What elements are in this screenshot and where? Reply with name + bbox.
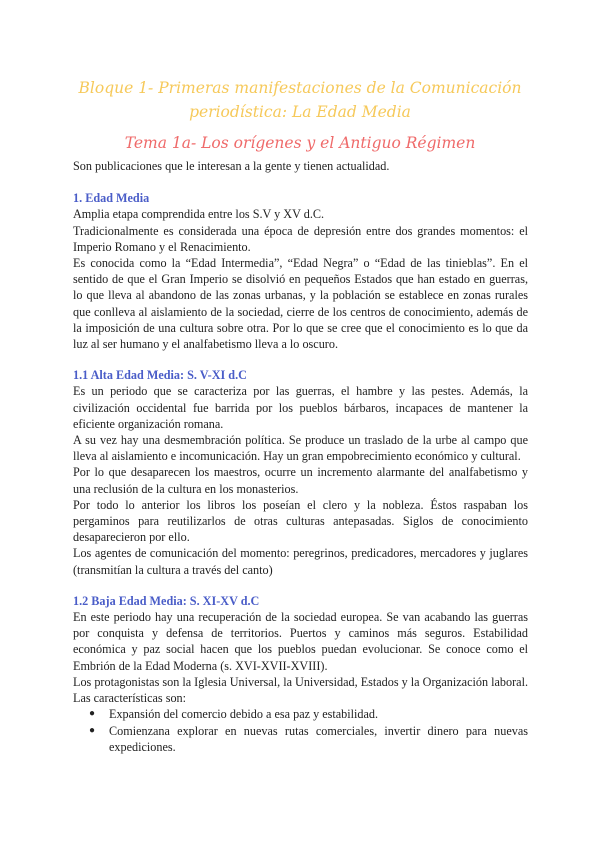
section-heading-baja-edad-media: 1.2 Baja Edad Media: S. XI-XV d.C	[73, 593, 260, 608]
paragraph: En este periodo hay una recuperación de la sociedad europea. Se van acabando las guerras por conquista y defensa de territorios. Puertos y caminos más seguros. Estabilidad económica y paz social hacen que los pueblos puedan evolucionar. Se conoce como el Embrión de la Edad Moderna (s. XVI-XVII-XVIII).	[73, 610, 528, 673]
paragraph: Es un periodo que se caracteriza por las guerras, el hambre y las pestes. Además, la civilización occidental fue barrida por los pueblos bárbaros, incapaces de mantener la eficiente organización romana.	[73, 384, 528, 431]
list-item-text: Expansión del comercio debido a esa paz y estabilidad.	[109, 707, 379, 722]
document-body	[73, 158, 528, 755]
paragraph: Es conocida como la “Edad Intermedia”, “Edad Negra” o “Edad de las tinieblas”. En el sentido de que el Gran Imperio se disolvió en pequeños Estados que han estado en guerras, lo que lleva al abandono de las zonas urbanas, y la población se establece en zonas rurales que conlleva al aislamiento de la sociedad, cierre de los centros de conocimiento, además de la imposición de una cultura sobre otra. Por lo que se cree que el conocimiento es lo que da luz al ser humano y el analfabetismo lleva a lo oscuro.	[73, 256, 528, 352]
paragraph: Los agentes de comunicación del momento: peregrinos, predicadores, mercadores y juglares (transmitían la cultura a través del canto)	[73, 546, 528, 577]
paragraph: Los protagonistas son la Iglesia Universal, la Universidad, Estados y la Organización laboral.	[73, 674, 528, 689]
section-heading-alta-edad-media: 1.1 Alta Edad Media: S. V-XI d.C	[73, 368, 247, 383]
intro-paragraph: Son publicaciones que le interesan a la gente y tienen actualidad.	[73, 159, 390, 173]
list-item	[89, 706, 528, 722]
paragraph: Por todo lo anterior los libros los poseían el clero y la nobleza. Éstos raspaban los pergaminos para reutilizarlos de otras culturas antepasadas. Siglos de conocimiento desaparecieron por ello.	[73, 497, 528, 545]
section-heading-edad-media: 1. Edad Media	[73, 191, 150, 206]
page-title-line-2: periodística: La Edad Media	[189, 103, 411, 121]
paragraph: Tradicionalmente es considerada una época de depresión entre dos grandes momentos: el Imperio Romano y el Renacimiento.	[73, 223, 528, 254]
list-item-text: Comienzana explorar en nuevas rutas comerciales, invertir dinero para nuevas expediciones.	[109, 723, 528, 754]
page-subtitle: Tema 1a- Los orígenes y el Antiguo Régimen	[124, 134, 476, 152]
paragraph: Las características son:	[73, 691, 187, 706]
bullet-icon: ●	[89, 708, 96, 720]
list-item	[89, 723, 528, 755]
paragraph: Por lo que desaparecen los maestros, ocurre un incremento alarmante del analfabetismo y una reclusión de la cultura en los monasterios.	[73, 465, 528, 496]
bullet-icon: ●	[89, 724, 96, 736]
characteristics-list	[73, 706, 528, 755]
page-title-line-1: Bloque 1- Primeras manifestaciones de la Comunicación	[78, 79, 522, 97]
paragraph: A su vez hay una desmembración política. Se produce un traslado de la urbe al campo que lleva al aislamiento e incomunicación. Hay un gran empobrecimiento económico y cultural.	[73, 433, 528, 464]
paragraph: Amplia etapa comprendida entre los S.V y XV d.C.	[73, 207, 325, 222]
